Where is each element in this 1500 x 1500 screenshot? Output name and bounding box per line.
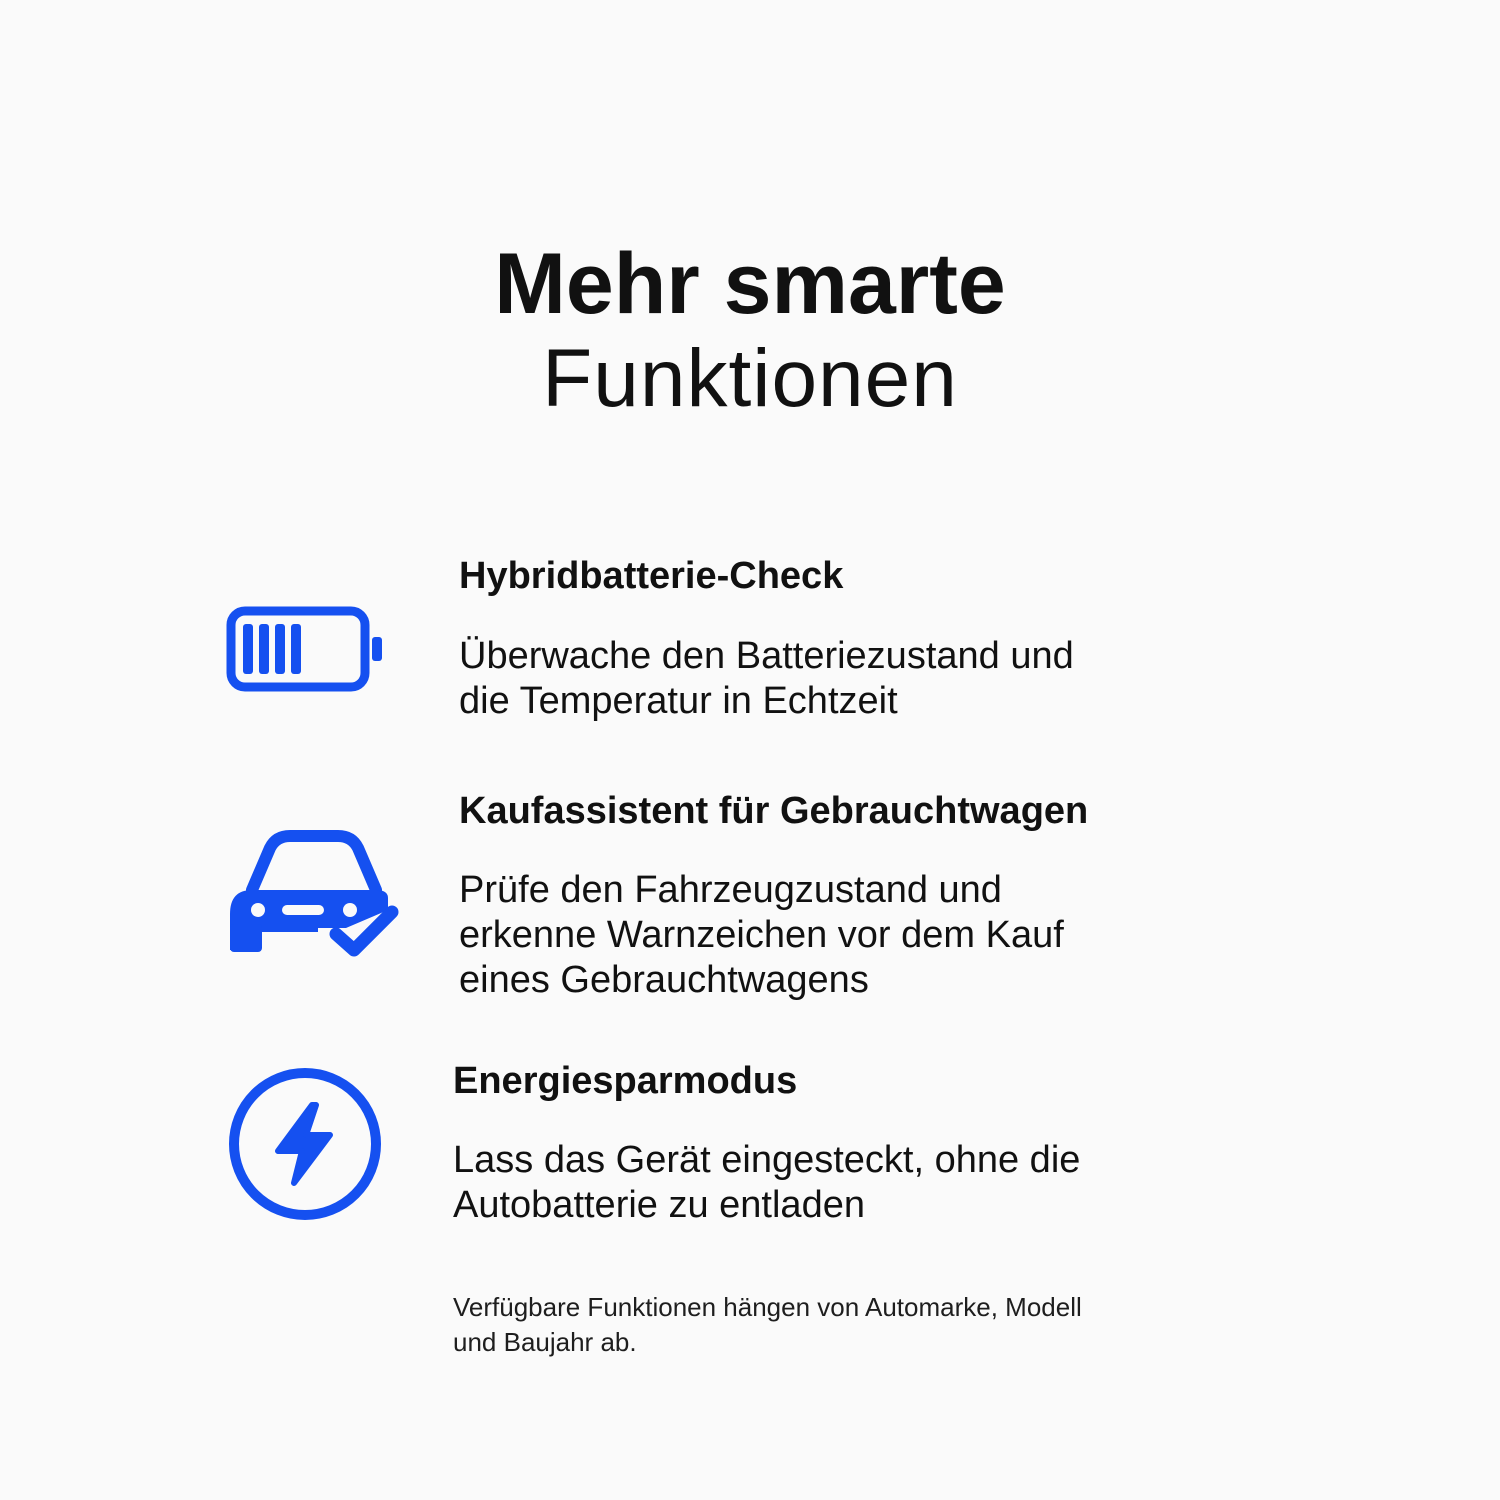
feature-title-energy-saving: Energiesparmodus <box>453 1060 798 1102</box>
lightning-circle-icon <box>226 1065 384 1223</box>
feature-description-line: eines Gebrauchtwagens <box>459 959 869 1001</box>
feature-description-energy-saving <box>453 1138 1080 1228</box>
feature-description-used-car-assistant <box>459 868 1064 1003</box>
footnote-line: und Baujahr ab. <box>453 1327 637 1357</box>
car-check-icon <box>226 828 402 960</box>
footnote-line: Verfügbare Funktionen hängen von Automarke, Modell <box>453 1292 1082 1322</box>
page-heading <box>0 238 1500 428</box>
feature-description-line: Überwache den Batteriezustand und <box>459 635 1074 677</box>
feature-description-hybrid-battery <box>459 634 1074 724</box>
availability-footnote <box>453 1290 1233 1360</box>
feature-title-hybrid-battery: Hybridbatterie-Check <box>459 555 844 597</box>
heading-line-1: Mehr smarte <box>494 236 1006 332</box>
feature-title-used-car-assistant: Kaufassistent für Gebrauchtwagen <box>459 790 1089 832</box>
heading-line-2: Funktionen <box>542 333 958 424</box>
feature-description-line: erkenne Warnzeichen vor dem Kauf <box>459 914 1064 956</box>
feature-description-line: Autobatterie zu entladen <box>453 1184 865 1226</box>
feature-description-line: die Temperatur in Echtzeit <box>459 680 898 722</box>
battery-icon <box>226 606 386 692</box>
feature-description-line: Lass das Gerät eingesteckt, ohne die <box>453 1139 1081 1181</box>
feature-description-line: Prüfe den Fahrzeugzustand und <box>459 869 1002 911</box>
